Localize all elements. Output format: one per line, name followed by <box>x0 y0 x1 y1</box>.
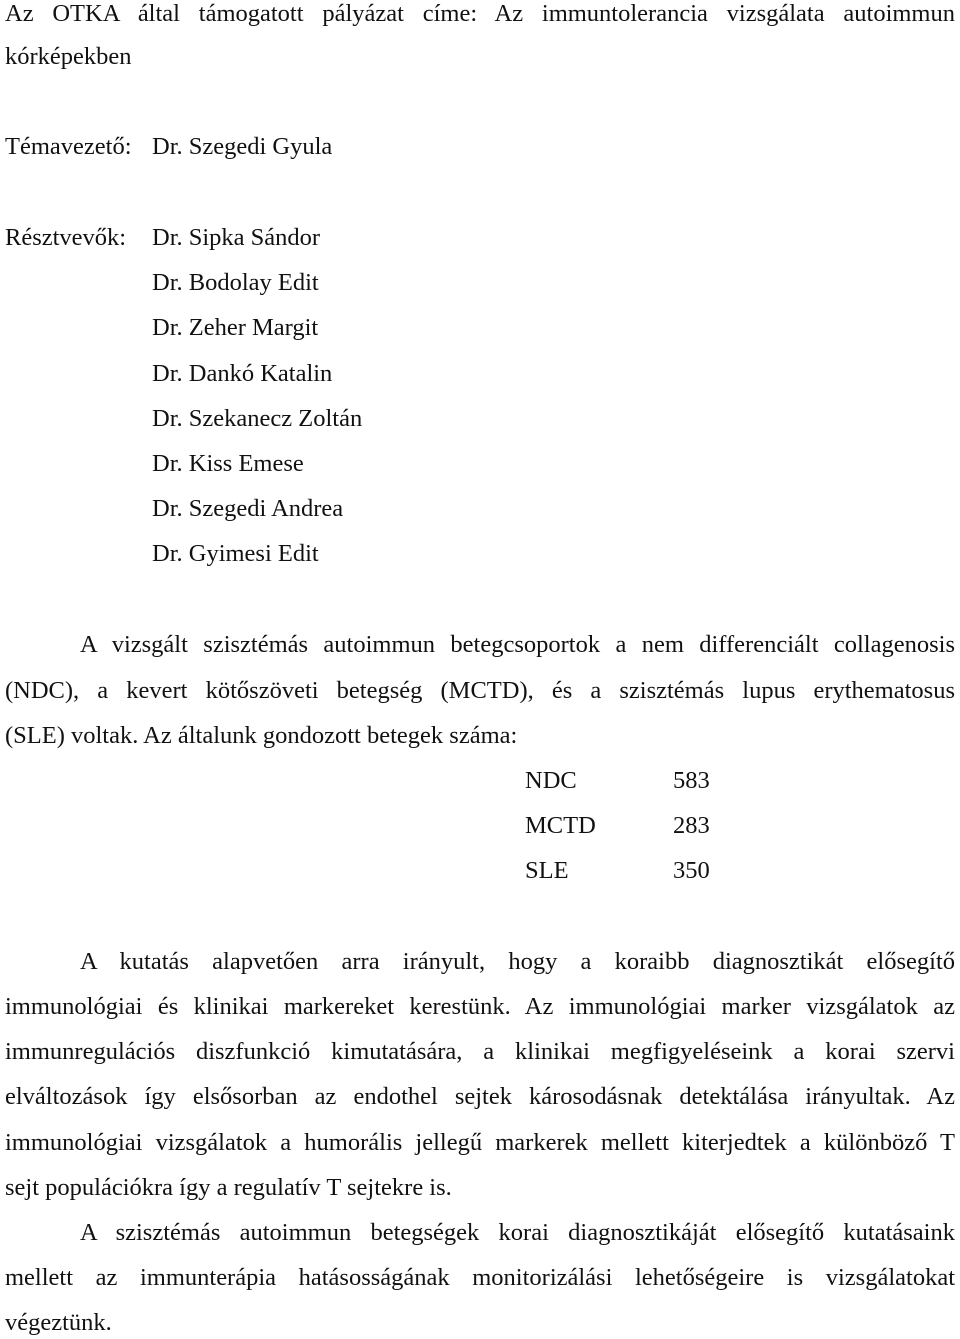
patients-row-label: NDC <box>525 767 577 794</box>
participant-name: Dr. Sipka Sándor <box>152 224 321 251</box>
patients-row-value: 283 <box>673 812 710 839</box>
patients-row-label: MCTD <box>525 812 596 839</box>
paragraph1-line-3: (SLE) voltak. Az általunk gondozott betegek száma: <box>5 722 518 749</box>
paragraph1-line-1: A vizsgált szisztémás autoimmun betegcsoportok a nem differenciált collagenosis <box>80 631 955 658</box>
participants-label: Résztvevők: <box>5 224 127 251</box>
patients-row-value: 583 <box>673 767 710 794</box>
paragraph3-line-1: A szisztémás autoimmun betegségek korai diagnosztikáját elősegítő kutatásaink <box>80 1219 955 1246</box>
leader-label: Témavezető: <box>5 133 132 160</box>
patients-row-value: 350 <box>673 857 710 884</box>
participant-name: Dr. Szegedi Andrea <box>152 495 344 522</box>
paragraph2-line-1: A kutatás alapvetően arra irányult, hogy a koraibb diagnosztikát elősegítő <box>80 948 955 975</box>
paragraph3-line-3: végeztünk. <box>5 1309 112 1336</box>
paragraph2-line-4: elváltozások így elsősorban az endothel sejtek károsodásnak detektálása irányultak. Az <box>5 1083 955 1110</box>
paragraph2-line-5: immunológiai vizsgálatok a humorális jellegű markerek mellett kiterjedtek a különböző T <box>5 1129 955 1156</box>
paragraph1-line-2: (NDC), a kevert kötőszöveti betegség (MCTD), és a szisztémás lupus erythematosus <box>5 677 955 704</box>
participant-name: Dr. Szekanecz Zoltán <box>152 405 363 432</box>
title-line-1: Az OTKA által támogatott pályázat címe: Az immuntolerancia vizsgálata autoimmun <box>5 0 955 27</box>
paragraph2-line-3: immunregulációs diszfunkció kimutatására, a klinikai megfigyeléseink a korai szervi <box>5 1038 955 1065</box>
participant-name: Dr. Kiss Emese <box>152 450 304 477</box>
title-line-2: kórképekben <box>5 43 132 70</box>
paragraph2-line-6: sejt populációkra így a regulatív T sejtekre is. <box>5 1174 452 1201</box>
participant-name: Dr. Zeher Margit <box>152 314 319 341</box>
paragraph2-line-2: immunológiai és klinikai markereket kerestünk. Az immunológiai marker vizsgálatok az <box>5 993 955 1020</box>
paragraph3-line-2: mellett az immunterápia hatásosságának monitorizálási lehetőségeire is vizsgálatokat <box>5 1264 955 1291</box>
leader-name: Dr. Szegedi Gyula <box>152 133 333 160</box>
participant-name: Dr. Bodolay Edit <box>152 269 319 296</box>
participant-name: Dr. Dankó Katalin <box>152 360 333 387</box>
participant-name: Dr. Gyimesi Edit <box>152 540 319 567</box>
patients-row-label: SLE <box>525 857 569 884</box>
